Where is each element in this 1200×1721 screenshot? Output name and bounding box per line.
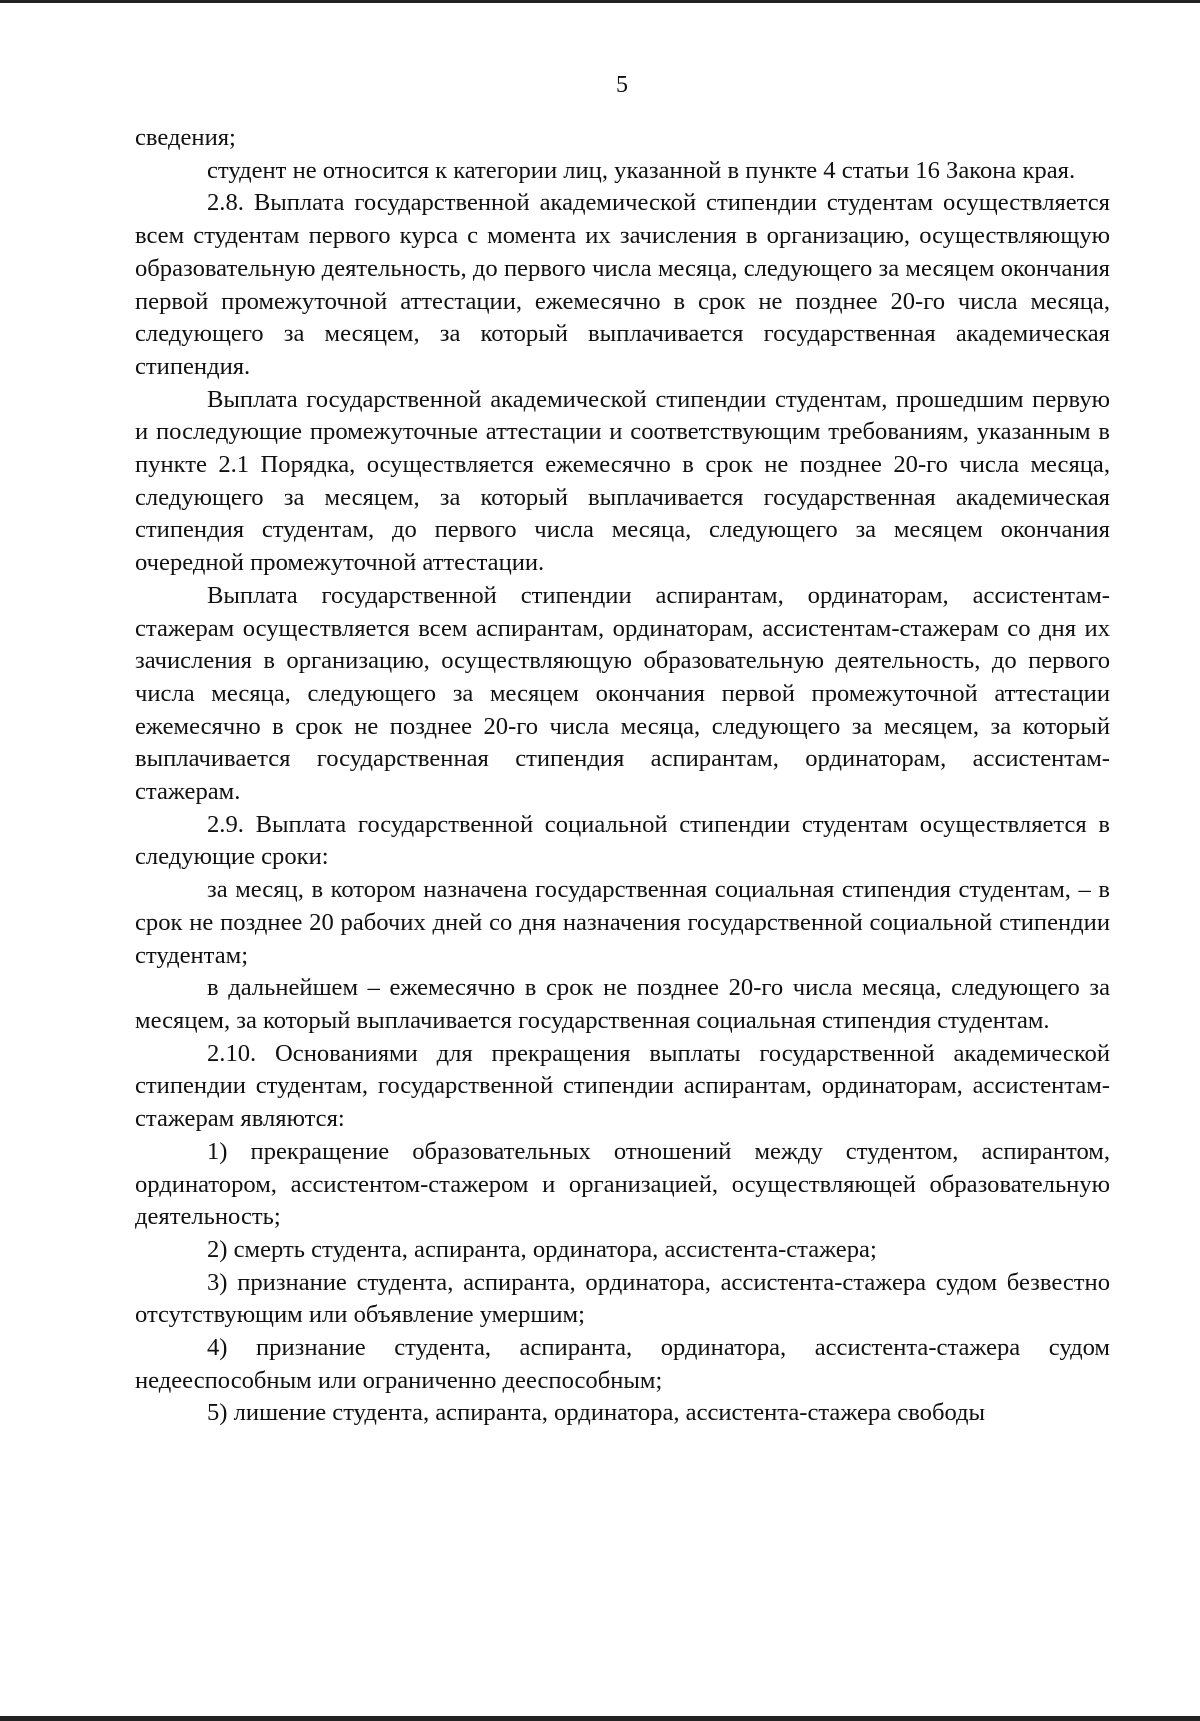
scan-edge-top [0,0,1200,3]
paragraph-3: 2.8. Выплата государственной академической стипендии студентам осуществляется всем студентам первого курса с момента их зачисления в организацию, осуществляющую образовательную деятельность, до первого числа месяца, следующего за месяцем окончания первой промежуточной аттестации, ежемесячно в срок не позднее 20-го числа месяца, следующего за месяцем, за который выплачивается государственная академическая стипендия. [135,189,1110,380]
paragraph-1: сведения; [135,124,236,151]
document-body [135,122,1110,1430]
paragraph-10: 1) прекращение образовательных отношений между студентом, аспирантом, ординатором, ассистентом-стажером и организацией, осуществляющей образовательную деятельность; [135,1137,1110,1231]
paragraph-7: за месяц, в котором назначена государственная социальная стипендия студентам, – в срок не позднее 20 рабочих дней со дня назначения государственной социальной стипендии студентам; [135,876,1110,969]
paragraph-8: в дальнейшем – ежемесячно в срок не позднее 20-го числа месяца, следующего за месяцем, за который выплачивается государственная социальная стипендия студентам. [135,974,1110,1034]
paragraph-14: 5) лишение студента, аспиранта, ординатора, ассистента-стажера свободы [207,1399,986,1427]
paragraph-5: Выплата государственной стипендии аспирантам, ординаторам, ассистентам-стажерам осуществляется всем аспирантам, ординаторам, ассистентам-стажерам со дня их зачисления в организацию, осуществляющую образовательную деятельность, до первого числа месяца, следующего за месяцем окончания первой промежуточной аттестации ежемесячно в срок не позднее 20-го числа месяца, следующего за месяцем, за который выплачивается государственная стипендия аспирантам, ординаторам, ассистентам-стажерам. [135,581,1110,806]
page-number: 5 [616,72,628,98]
paragraph-9: 2.10. Основаниями для прекращения выплаты государственной академической стипендии студентам, государственной стипендии аспирантам, ординаторам, ассистентам-стажерам являются: [135,1039,1110,1133]
scan-edge-bottom [0,1716,1200,1721]
paragraph-2: студент не относится к категории лиц, указанной в пункте 4 статьи 16 Закона края. [207,156,1076,184]
paragraph-13: 4) признание студента, аспиранта, ординатора, ассистента-стажера судом недееспособным или ограниченно дееспособным; [135,1334,1110,1394]
paragraph-12: 3) признание студента, аспиранта, ординатора, ассистента-стажера судом безвестно отсутствующим или объявление умершим; [135,1268,1110,1329]
paragraph-4: Выплата государственной академической стипендии студентам, прошедшим первую и последующие промежуточные аттестации и соответствующим требованиям, указанным в пункте 2.1 Порядка, осуществляется ежемесячно в срок не позднее 20-го числа месяца, следующего за месяцем, за который выплачивается государственная академическая стипендия студентам, до первого числа месяца, следующего за месяцем окончания очередной промежуточной аттестации. [135,385,1110,577]
paragraph-6: 2.9. Выплата государственной социальной стипендии студентам осуществляется в следующие сроки: [135,810,1110,871]
paragraph-11: 2) смерть студента, аспиранта, ординатора, ассистента-стажера; [207,1235,877,1263]
